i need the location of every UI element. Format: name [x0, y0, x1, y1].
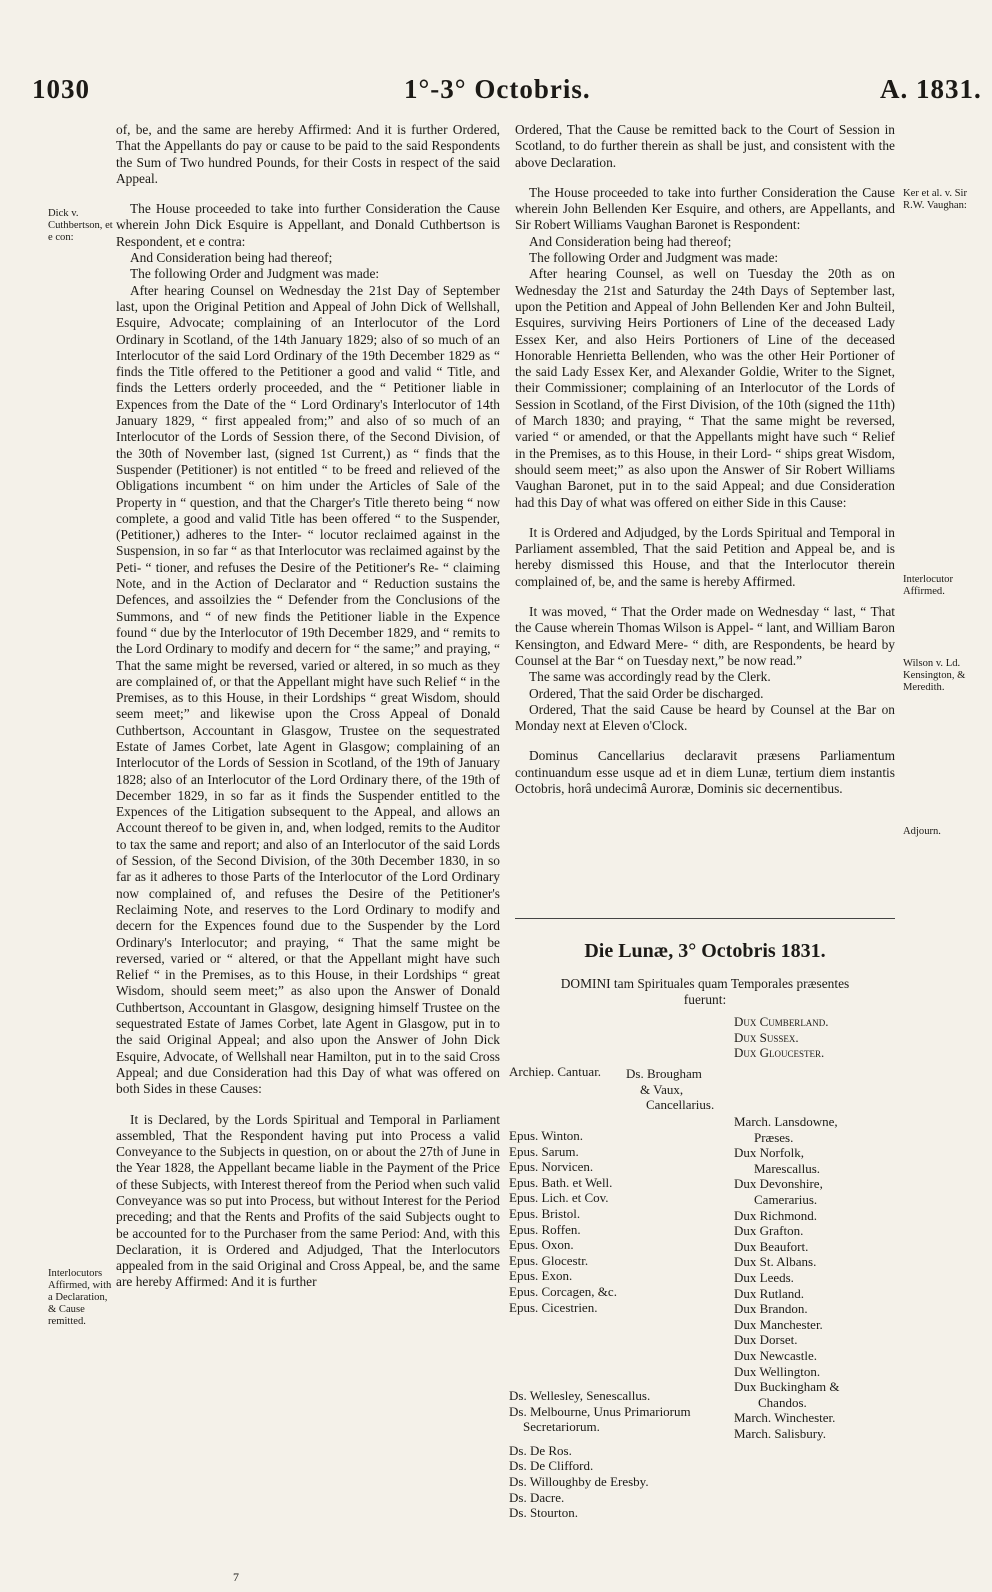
- list-item: Dux Grafton.: [734, 1223, 804, 1239]
- list-item: Dux Newcastle.: [734, 1347, 818, 1363]
- list-item: Ds. Brougham: [626, 1066, 702, 1081]
- lords-temporal-list: [734, 1114, 904, 1441]
- list-item: Epus. Bath. et Well.: [509, 1174, 613, 1190]
- list-item: Epus. Exon.: [509, 1268, 573, 1284]
- list-item: Dux Buckingham &: [734, 1379, 840, 1395]
- paragraph: It is Declared, by the Lords Spiritual and Temporal in Parliament assembled, That the Respondent having put into Process a valid Conveyance to the Subjects in question, on or about the 27th of June in the Year 1828, the Appellant became liable in the Payment of the Price of these Subjects, with Interest thereof from the Period when such valid Conveyance was so put into Process, but without Interest for the Period preceding; and that the Rents and Profits of the said Subjects ought to be accounted for to the Purchaser from the same Period: And, with this Declaration, it is Ordered and Adjudged, That the Interlocutors appealed from in the said Original and Cross Appeal, be, and the same are hereby Affirmed: And it is further: [116, 1111, 500, 1290]
- barons-list: [509, 1388, 739, 1521]
- list-item: Ds. Willoughby de Eresby.: [509, 1473, 649, 1489]
- left-column: [116, 122, 500, 1291]
- list-item: Epus. Bristol.: [509, 1205, 581, 1221]
- paragraph: The same was accordingly read by the Clerk.: [529, 669, 771, 685]
- page-year: A. 1831.: [880, 74, 982, 104]
- present-line: DOMINI tam Spirituales quam Temporales præsentes: [560, 976, 850, 991]
- page-number: 1030: [32, 74, 90, 104]
- list-item: Epus. Lich. et Cov.: [509, 1190, 609, 1206]
- paragraph: Dominus Cancellarius declaravit præsens Parliamentum continuandum esse usque ad et in diem Lunæ, tertium diem instantis Octobris, horâ undecimâ Auroræ, Dominis sic decernentibus.: [515, 748, 895, 796]
- paragraph: It is Ordered and Adjudged, by the Lords Spiritual and Temporal in Parliament assembled, That the said Petition and Appeal be, and is hereby dismissed this House, and that the Interlocutor therein complained of, be, and the same is hereby Affirmed.: [515, 524, 895, 589]
- list-item: Dux Sussex.: [734, 1029, 799, 1045]
- list-item: Dux St. Albans.: [734, 1254, 817, 1270]
- list-item: Dux Gloucester.: [734, 1045, 825, 1061]
- bishops-list: [509, 1128, 617, 1315]
- list-item: Dux Devonshire,: [734, 1176, 823, 1192]
- margin-note-ker: Ker et al. v. Sir R.W. Vaughan:: [903, 188, 968, 211]
- list-item: Ds. De Clifford.: [509, 1458, 594, 1474]
- archbishop-entry: Archiep. Cantuar.: [509, 1064, 602, 1079]
- chancellor-entry: [626, 1066, 736, 1113]
- royal-dukes-list: [734, 1014, 829, 1061]
- list-item: Camerarius.: [754, 1191, 818, 1207]
- list-item: Dux Cumberland.: [734, 1014, 829, 1029]
- paragraph: And Consideration being had thereof;: [529, 233, 732, 249]
- margin-note-affirmed: Interlocutor Affirmed.: [903, 574, 954, 597]
- list-item: March. Winchester.: [734, 1410, 836, 1426]
- list-item: Dux Norfolk,: [734, 1145, 805, 1161]
- section-divider: [515, 918, 895, 919]
- list-item: Dux Manchester.: [734, 1316, 823, 1332]
- list-item: Chandos.: [758, 1394, 807, 1410]
- list-item: Epus. Winton.: [509, 1128, 583, 1143]
- list-item: Epus. Roffen.: [509, 1221, 581, 1237]
- list-item: Cancellarius.: [646, 1097, 715, 1113]
- list-item: Epus. Oxon.: [509, 1237, 574, 1253]
- page-dates: 1°-3° Octobris.: [404, 74, 591, 104]
- paragraph: And Consideration being had thereof;: [130, 250, 333, 266]
- margin-note-dick: Dick v. Cuthbertson, et e con:: [48, 208, 113, 243]
- list-item: Præses.: [754, 1129, 794, 1145]
- paragraph: of, be, and the same are hereby Affirmed: And it is further Ordered, That the Appellants do pay or cause to be paid to the said Respondents the Sum of Two hundred Pounds, for their Costs in respect of the said Appeal.: [116, 122, 500, 186]
- list-item: March. Salisbury.: [734, 1425, 826, 1441]
- paragraph: Ordered, That the Cause be remitted back to the Court of Session in Scotland, to do further therein as shall be just, and consistent with the above Declaration.: [515, 122, 895, 170]
- present-statement: [515, 976, 895, 1008]
- signature-mark: 7: [233, 1570, 239, 1584]
- list-item: & Vaux,: [640, 1081, 684, 1097]
- paragraph: The House proceeded to take into further Consideration the Cause wherein John Bellenden Ker Esquire, and others, are Appellants, and Sir Robert Williams Vaughan Baronet is Respondent:: [515, 184, 895, 233]
- list-spacer: [509, 1435, 739, 1443]
- list-item: March. Lansdowne,: [734, 1114, 838, 1129]
- present-line: fuerunt:: [683, 992, 727, 1007]
- list-item: Ds. Melbourne, Unus Primariorum: [509, 1403, 691, 1419]
- list-item: Dux Leeds.: [734, 1269, 794, 1285]
- list-item: Dux Brandon.: [734, 1301, 808, 1317]
- list-item: Dux Richmond.: [734, 1207, 818, 1223]
- list-item: Secretariorum.: [523, 1419, 600, 1435]
- list-item: Epus. Corcagen, &c.: [509, 1283, 617, 1299]
- right-column: [515, 122, 895, 797]
- list-item: Dux Beaufort.: [734, 1238, 809, 1254]
- paragraph: The House proceeded to take into further Consideration the Cause wherein John Dick Esquire is Appellant, and Donald Cuthbertson is Respondent, et e contra:: [116, 201, 500, 249]
- margin-note-adjourn: Adjourn.: [903, 826, 941, 837]
- paragraph: After hearing Counsel on Wednesday the 21st Day of September last, upon the Original Petition and Appeal of John Dick of Wellshall, Esquire, Advocate; complaining of an Interlocutor of the Lord Ordinary in Scotland, of the 14th January 1829; also of so much of an Interlocutor of the said Lord Ordinary of the 19th December 1829 as “ finds the Title offered to the Petitioner a good and valid “ Title, and finds the Letters orderly proceeded, and the “ Petitioner liable in Expences from the Date of the “ Lord Ordinary's Interlocutor of 14th January 1829, “ first appealed from;” and also of so much of an Interlocutor of the Lords of Session there, of the Second Division, of the 30th of November last, (signed 1st Current,) as “ finds that the Suspender (Petitioner) is not entitled “ to be freed and relieved of the Obligations incumbent “ on him under the Articles of Sale of the Property in “ question, and that the Charger's Title thereto being “ now complete, a good and valid Title has been offered “ to the Suspender, (Petitioner,) adheres to the Inter- “ locutor reclaimed against in the Suspension, in so far “ as that Interlocutor was reclaimed against by the Peti- “ tioner, and refuses the Desire of the Petitioner's Re- “ claiming Note, and in the Action of Declarator and “ Reduction sustains the Defences, and assoilzies the “ Defender from the Conclusions of the Summons, and “ of new finds the Petitioner liable in the Expence found “ due by the Interlocutor of 19th December 1829, and “ remits to the Lord Ordinary to modify and decern for “ the same;” and praying, “ That the same might be reversed, varied or altered, in so much as they are complained of, or that the Appellant might have such Relief “ in the Premises, as to this House, in their Lordships “ great Wisdom, should seem meet;” and likewise upon the Cross Appeal of Donald Cuthbertson, Accountant in Glasgow, Trustee on the sequestrated Estate of James Corbet, late Agent in Glasgow; complaining of an Interlocutor of the Lords of Session in Scotland, of the 19th of January 1828; also of an Interlocutor of the Lord Ordinary there, of the 19th of December 1829, in so far as it finds the Suspender entitled to the Expences of the Litigation subsequent to the Appeal, and allows an Account thereof to be given in, and, when lodged, remits to the Auditor to tax the same and report; and also of an Interlocutor of the said Lords of Session, of the Second Division, of the 30th December 1830, in so far as it adheres to those Parts of the Interlocutor of the Lord Ordinary now complained of, and refuses the Desire of the Petitioner's Reclaiming Note, and reserves to the Lord Ordinary to modify and decern for the Expences found due to the Suspender by the Lord Ordinary's Interlocutor; and praying, “ That the same might be reversed, varied or “ altered, or that the Appellant might have such Relief “ in the Premises, as to this House, in their Lordships “ great Wisdom, should seem meet;” as also upon the Answer of Donald Cuthbertson, Accountant in Glasgow, designing himself Trustee on the sequestrated Estate of James Corbet, late Agent in Glasgow, put in to the said Original Appeal; and also upon the Answer of John Dick Esquire, Advocate, of Wellshall near Hamilton, put in to the said Cross Appeal; and due Consideration had this Day of what was offered on both Sides in these Causes:: [116, 282, 500, 1097]
- margin-note-interlocutors: Interlocutors Affirmed, with a Declaration, & Cause remitted.: [48, 1268, 112, 1327]
- paragraph: Ordered, That the said Order be discharged.: [529, 685, 764, 701]
- list-item: Epus. Norvicen.: [509, 1159, 594, 1175]
- list-item: Epus. Cicestrien.: [509, 1299, 598, 1315]
- list-item: Dux Rutland.: [734, 1285, 805, 1301]
- margin-note-wilson: Wilson v. Ld. Kensington, & Meredith.: [903, 658, 966, 693]
- list-item: Marescallus.: [754, 1160, 821, 1176]
- list-item: Ds. Wellesley, Senescallus.: [509, 1388, 651, 1403]
- list-item: Dux Wellington.: [734, 1363, 821, 1379]
- list-item: Dux Dorset.: [734, 1332, 798, 1348]
- list-item: Ds. Stourton.: [509, 1505, 578, 1521]
- paragraph: It was moved, “ That the Order made on Wednesday “ last, “ That the Cause wherein Thomas Wilson is Appel- “ lant, and William Baron Kensington, and Edward Mere- “ dith, are Respondents, be heard by Counsel at the Bar “ on Tuesday next,” be now read.”: [515, 604, 895, 668]
- list-item: Epus. Glocestr.: [509, 1252, 589, 1268]
- list-item: Ds. De Ros.: [509, 1442, 572, 1458]
- sitting-heading: Die Lunæ, 3° Octobris 1831.: [584, 940, 826, 962]
- paragraph: The following Order and Judgment was made:: [130, 266, 380, 282]
- paragraph: Ordered, That the said Cause be heard by Counsel at the Bar on Monday next at Eleven o'Clock.: [515, 701, 895, 734]
- paragraph: The following Order and Judgment was made:: [529, 250, 779, 266]
- list-item: Ds. Dacre.: [509, 1489, 565, 1505]
- list-item: Epus. Sarum.: [509, 1143, 579, 1159]
- paragraph: After hearing Counsel, as well on Tuesday the 20th as on Wednesday the 21st and Saturday the 24th Days of September last, upon the Petition and Appeal of John Bellenden Ker and John Bulteil, Esquires, surviving Heirs Portioners of Line of the deceased Lady Essex Ker, and also Heirs Portioners of Line of the deceased Honorable Henrietta Bellenden, who was the other Heir Portioner of the said Lady Essex Ker, and Alexander Goldie, Writer to the Signet, their Commissioner; complaining of an Interlocutor of the Lords of Session in Scotland, of the First Division, of the 10th (signed the 11th) of March 1830; and praying, “ That the same might be reversed, varied “ or amended, or that the Appellants might have such “ Relief in the Premises, as to this House, in their Lord- “ ships great Wisdom, should seem meet;” as also upon the Answer of Sir Robert Williams Vaughan Baronet, put in to the said Appeal; and due Consideration had this Day of what was offered on either Side in this Cause:: [515, 266, 895, 510]
